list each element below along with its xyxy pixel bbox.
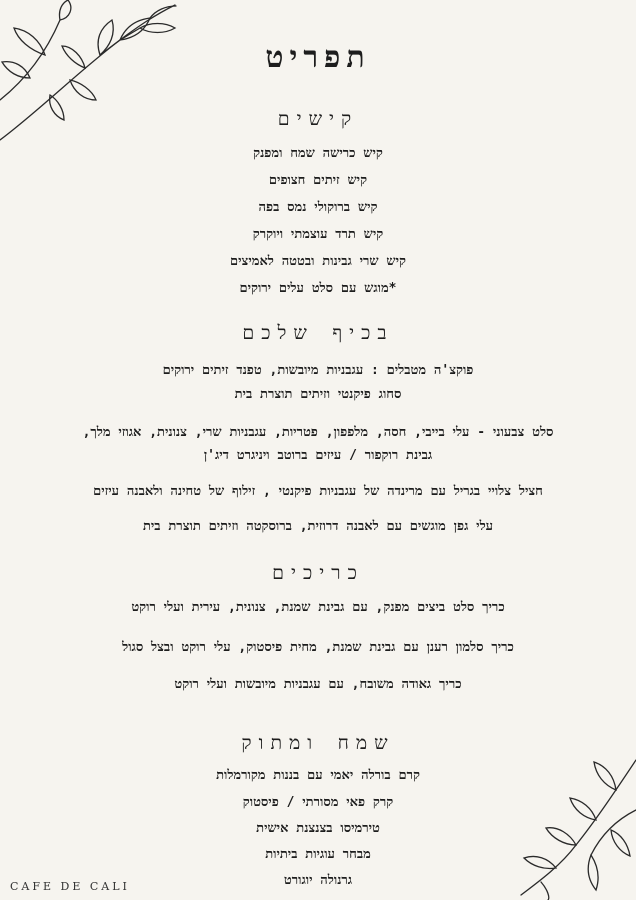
menu-item: קיש זיתים חצופים	[268, 173, 368, 188]
menu-item: סחוג פיקנטי וזיתים תוצרת בית	[234, 387, 402, 402]
menu-item: קיש שרי גבינות ובטטה לאמיצים	[230, 254, 406, 269]
menu-item: גבינת רוקפור / עיזים ברוטב ויניגרט דיג'ן	[203, 448, 433, 463]
menu-item: קרם בורלה יאמי עם בננות מקורמלות	[216, 768, 420, 783]
cafe-name-footer: CAFE DE CALI	[10, 880, 130, 893]
menu-item: קיש כרישה שמח ומפנק	[253, 146, 383, 161]
menu-item: כריך סלט ביצים מפנק, עם גבינת שמנת, צנונית, עירית ועלי רוקט	[131, 600, 505, 615]
menu-item: כריך סלמון רענן עם גבינת שמנת, מחית פיסטוק, עלי רוקט ובצל סגול	[122, 640, 514, 655]
menu-item: קיש ברוקולי נמס בפה	[258, 200, 378, 215]
menu-item: חציל צלויי בגריל עם מרינדה של עגבניות פיקנטי , זילוף של טחינה ולאבנה עיזים	[93, 484, 543, 499]
menu-item: עלי גפן מוגשים עם לאבנה דרוזית, ברוסקטה וזיתים תוצרת בית	[142, 519, 494, 534]
section-heading-yours: בכיף שלכם	[242, 322, 394, 344]
menu-title: תפריט	[265, 40, 371, 75]
menu-item: פוקצ'ה מטבלים : עגבניות מיובשות, טפנד זיתים ירוקים	[162, 363, 474, 378]
menu-item: מבחר עוגיות ביתיות	[265, 847, 371, 862]
section-heading-sweet: שמח ומתוק	[241, 732, 395, 754]
menu-item: כריך גאודה משובח, עם עגבניות מיובשות ועלי רוקט	[174, 677, 462, 692]
section-heading-quiches: קישים	[277, 108, 359, 130]
menu-item: קיש תרד עוצמתי ויוקרק	[252, 227, 384, 242]
menu-item: סלט צבעוני - עלי בייבי, חסה, מלפפון, פטריות, עגבניות שרי, צנונית, אגוזי מלך,	[82, 425, 554, 440]
menu-note: *מוגש עם סלט עלים ירוקים	[239, 281, 397, 296]
menu-item: גרנולה יוגורט	[283, 873, 353, 888]
menu-item: קרק פאי מסורתי / פיסטוק	[242, 795, 394, 810]
menu-item: טירמיסו בצנצנת אישית	[256, 821, 380, 836]
section-heading-sandwiches: כריכים	[272, 562, 364, 584]
